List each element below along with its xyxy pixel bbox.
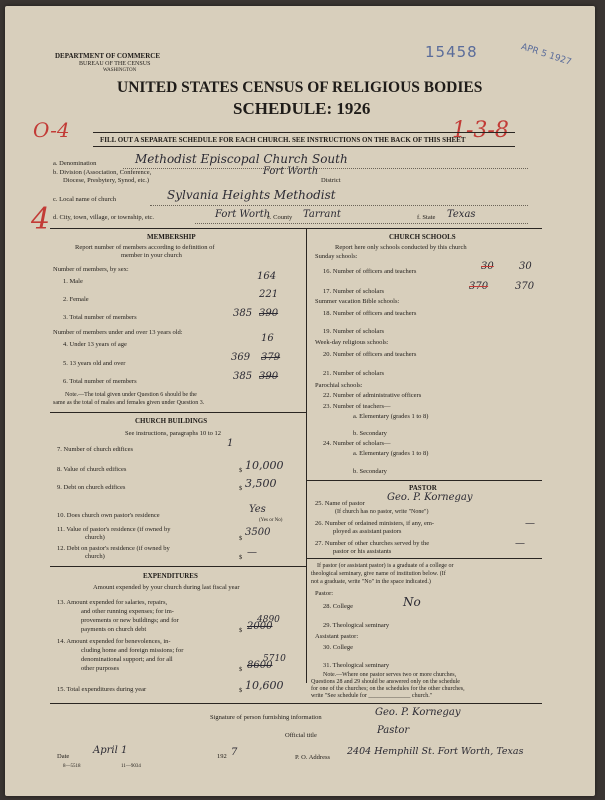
pastor-note-1: Note.—Where one pastor serves two or more churches, <box>323 672 457 678</box>
summer-label: Summer vacation Bible schools: <box>315 298 400 305</box>
q28-value: No <box>403 595 421 609</box>
q3-total-label: 3. Total number of members <box>63 314 137 321</box>
q13-label-4: payments on church debt <box>81 626 147 633</box>
form-code-2: 11—9034 <box>121 764 141 769</box>
schools-heading: CHURCH SCHOOLS <box>389 233 456 241</box>
state-label: f. State <box>417 214 436 221</box>
q27-label-1: 27. Number of other churches served by the <box>315 540 430 547</box>
q14-value: 8600 <box>247 660 273 671</box>
form-code-1: 8—5518 <box>63 764 81 769</box>
schedule-title: SCHEDULE: 1926 <box>233 99 371 118</box>
q3-total-corrected: 385 <box>233 308 253 319</box>
q3-total-value: 390 <box>259 308 279 319</box>
college-instr-2: theological seminary, give name of institution below. (If <box>311 571 446 577</box>
q11-dollar: $ <box>239 535 243 542</box>
q19-label: 19. Number of scholars <box>323 328 385 335</box>
by-sex-label: Number of members, by sex: <box>53 266 129 273</box>
q26-label-2: ployed as assistant pastors <box>333 528 402 535</box>
annotation-left: O-4 <box>33 118 70 142</box>
po-address-label: P. O. Address <box>295 754 331 761</box>
college-instr-3: not a graduate, write "No" in the space indicated.) <box>311 579 431 585</box>
local-name-value: Sylvania Heights Methodist <box>167 188 336 202</box>
sunday-label: Sunday schools: <box>315 253 358 260</box>
parochial-label: Parochial schools: <box>315 382 363 389</box>
q14-corrected: 5710 <box>263 654 286 664</box>
q14-dollar: $ <box>239 666 243 673</box>
form-title: UNITED STATES CENSUS OF RELIGIOUS BODIES <box>117 79 483 96</box>
q27-value: — <box>515 538 525 549</box>
q16-label: 16. Number of officers and teachers <box>323 268 417 275</box>
local-name-label: c. Local name of church <box>53 196 116 203</box>
census-schedule-sheet <box>5 6 595 796</box>
q9-label: 9. Debt on church edifices <box>57 484 126 491</box>
q29-label: 29. Theological seminary <box>323 622 390 629</box>
rule <box>306 558 542 559</box>
serial-number: 15458 <box>425 43 478 61</box>
buildings-heading: CHURCH BUILDINGS <box>135 417 208 425</box>
q2-female-label: 2. Female <box>63 296 89 303</box>
grid-bottom-rule <box>50 703 542 704</box>
q5-over13-value: 379 <box>261 352 281 363</box>
membership-sub-2: member in your church <box>121 252 182 259</box>
division-value: Fort Worth <box>263 166 319 177</box>
q14-label-1: 14. Amount expended for benevolences, in- <box>57 638 171 645</box>
q14-label-3: denominational support; and for all <box>81 656 173 663</box>
annotation-right: 1-3-8 <box>452 118 509 143</box>
district-label: District <box>321 177 341 184</box>
city-town-label: d. City, town, village, or township, etc. <box>53 214 155 221</box>
q26-value: — <box>525 518 535 529</box>
q10-label: 10. Does church own pastor's residence <box>57 512 160 519</box>
q24-label: 24. Number of scholars— <box>323 440 391 447</box>
date-label: Date <box>57 753 70 760</box>
fill-line <box>195 223 528 224</box>
margin-mark: 4 <box>31 202 51 237</box>
q23b-label: b. Secondary <box>353 430 387 437</box>
pastor-note-2: Questions 28 and 29 should be answered only on the schedule <box>311 679 460 685</box>
weekday-label: Week-day religious schools: <box>315 339 389 346</box>
q8-dollar: $ <box>239 467 243 474</box>
q15-dollar: $ <box>239 687 243 694</box>
q10-value: Yes <box>249 504 266 515</box>
county-label: e. County <box>267 214 293 221</box>
official-title-label: Official title <box>285 732 317 739</box>
q13-label-3: provements or new buildings; and for <box>81 617 179 624</box>
q25-value: Geo. P. Kornegay <box>387 492 473 503</box>
q4-under13-label: 4. Under 13 years of age <box>63 341 127 348</box>
schools-sub: Report here only schools conducted by this church <box>335 244 467 251</box>
rule <box>93 132 515 133</box>
fill-line <box>150 205 528 206</box>
membership-note-1: Note.—The total given under Question 6 should be the <box>65 392 197 398</box>
grid-top-rule <box>50 228 542 229</box>
q12-dollar: $ <box>239 554 243 561</box>
q16-value-a: 30 <box>481 261 494 272</box>
q25-label: 25. Name of pastor <box>315 500 365 507</box>
po-address-value: 2404 Hemphill St. Fort Worth, Texas <box>347 746 524 757</box>
q27-label-2: pastor or his assistants <box>333 548 392 555</box>
q13-label-1: 13. Amount expended for salaries, repairs, <box>57 599 168 606</box>
college-instr-1: If pastor (or assistant pastor) is a graduate of a college or <box>317 563 454 569</box>
q14-label-2: cluding home and foreign missions; for <box>81 647 184 654</box>
q6-total-label: 6. Total number of members <box>63 378 137 385</box>
q1-male-label: 1. Male <box>63 278 83 285</box>
city-label: WASHINGTON <box>103 68 137 73</box>
pastor-note-3: for one of the churches; on the schedules for the other churches, <box>311 686 465 692</box>
q30-label: 30. College <box>323 644 353 651</box>
q4-under13-value: 16 <box>261 333 274 344</box>
q7-label: 7. Number of church edifices <box>57 446 133 453</box>
q12-value: — <box>247 547 257 558</box>
pastor-subhead: Pastor: <box>315 590 334 597</box>
q25-note: (If church has no pastor, write "None") <box>335 509 429 515</box>
q31-label: 31. Theological seminary <box>323 662 390 669</box>
q15-label: 15. Total expenditures during year <box>57 686 147 693</box>
q13-value: 2000 <box>247 621 273 632</box>
received-date-stamp: APR 5 1927 <box>519 42 573 68</box>
date-year-digit: 7 <box>231 747 238 758</box>
expenditures-sub: Amount expended by your church during last fiscal year <box>93 584 240 591</box>
q11-label-1: 11. Value of pastor's residence (if owned by <box>57 526 171 533</box>
signature-label: Signature of person furnishing information <box>210 714 322 721</box>
column-divider <box>306 228 307 683</box>
date-value: April 1 <box>93 745 128 756</box>
q1-male-value: 164 <box>257 271 277 282</box>
q2-female-value: 221 <box>259 289 279 300</box>
q6-total-value: 390 <box>259 371 279 382</box>
q15-value: 10,600 <box>245 679 284 692</box>
q8-label: 8. Value of church edifices <box>57 466 127 473</box>
city-town-value: Fort Worth <box>215 209 271 220</box>
q11-value: 3500 <box>245 527 271 538</box>
pastor-heading: PASTOR <box>409 484 437 492</box>
q18-label: 18. Number of officers and teachers <box>323 310 417 317</box>
instruction-line: FILL OUT A SEPARATE SCHEDULE FOR EACH CHURCH. SEE INSTRUCTIONS ON THE BACK OF THIS SHEET <box>100 136 466 144</box>
membership-note-2: same as the total of males and females given under Question 3. <box>53 400 205 406</box>
q24a-label: a. Elementary (grades 1 to 8) <box>353 450 429 457</box>
q24b-label: b. Secondary <box>353 468 387 475</box>
q22-label: 22. Number of administrative officers <box>323 392 422 399</box>
department-label: DEPARTMENT OF COMMERCE <box>55 52 161 60</box>
q13-label-2: and other running expenses; for im- <box>81 608 174 615</box>
denomination-value: Methodist Episcopal Church South <box>135 152 348 166</box>
q6-total-corrected: 385 <box>233 371 253 382</box>
q5-over13-label: 5. 13 years old and over <box>63 360 126 367</box>
denomination-label: a. Denomination <box>53 160 97 167</box>
q13-corrected: 4890 <box>257 615 280 625</box>
buildings-sub: See instructions, paragraphs 10 to 12 <box>125 430 222 437</box>
membership-heading: MEMBERSHIP <box>147 233 196 241</box>
division-label-1: b. Division (Association, Conference, <box>53 169 152 176</box>
yes-no-hint: (Yes or No) <box>259 518 283 523</box>
q13-dollar: $ <box>239 627 243 634</box>
q5-over13-corrected: 369 <box>231 352 251 363</box>
q23-label: 23. Number of teachers— <box>323 403 391 410</box>
official-title-value: Pastor <box>377 725 410 736</box>
q9-dollar: $ <box>239 485 243 492</box>
q14-label-4: other purposes <box>81 665 120 672</box>
fill-line <box>123 168 528 169</box>
q21-label: 21. Number of scholars <box>323 370 385 377</box>
expenditures-heading: EXPENDITURES <box>143 572 198 580</box>
rule <box>306 480 542 481</box>
signature-value: Geo. P. Kornegay <box>375 707 461 718</box>
county-value: Tarrant <box>303 209 341 220</box>
rule <box>50 566 306 567</box>
q7-value: 1 <box>227 438 234 449</box>
pastor-note-4: write "See schedule for ______________ church." <box>311 693 433 699</box>
date-year-prefix: 192 <box>217 753 227 760</box>
q11-label-2: church) <box>85 534 105 541</box>
q12-label-2: church) <box>85 553 105 560</box>
membership-sub-1: Report number of members according to definition of <box>75 244 215 251</box>
q17-value-b: 370 <box>515 281 535 292</box>
q20-label: 20. Number of officers and teachers <box>323 351 417 358</box>
q16-value-b: 30 <box>519 261 532 272</box>
q17-value-a: 370 <box>469 281 489 292</box>
q17-label: 17. Number of scholars <box>323 288 385 295</box>
assistant-subhead: Assistant pastor: <box>315 633 359 640</box>
q28-label: 28. College <box>323 603 353 610</box>
q8-value: 10,000 <box>245 459 284 472</box>
rule <box>50 412 306 413</box>
bureau-label: BUREAU OF THE CENSUS <box>79 61 151 67</box>
state-value: Texas <box>447 209 476 220</box>
age-label: Number of members under and over 13 years old: <box>53 329 183 336</box>
rule <box>93 146 515 147</box>
q26-label-1: 26. Number of ordained ministers, if any, em- <box>315 520 435 527</box>
q9-value: 3,500 <box>245 477 277 490</box>
q12-label-1: 12. Debt on pastor's residence (if owned by <box>57 545 170 552</box>
q23a-label: a. Elementary (grades 1 to 8) <box>353 413 429 420</box>
division-label-2: Diocese, Presbytery, Synod, etc.) <box>63 177 150 184</box>
